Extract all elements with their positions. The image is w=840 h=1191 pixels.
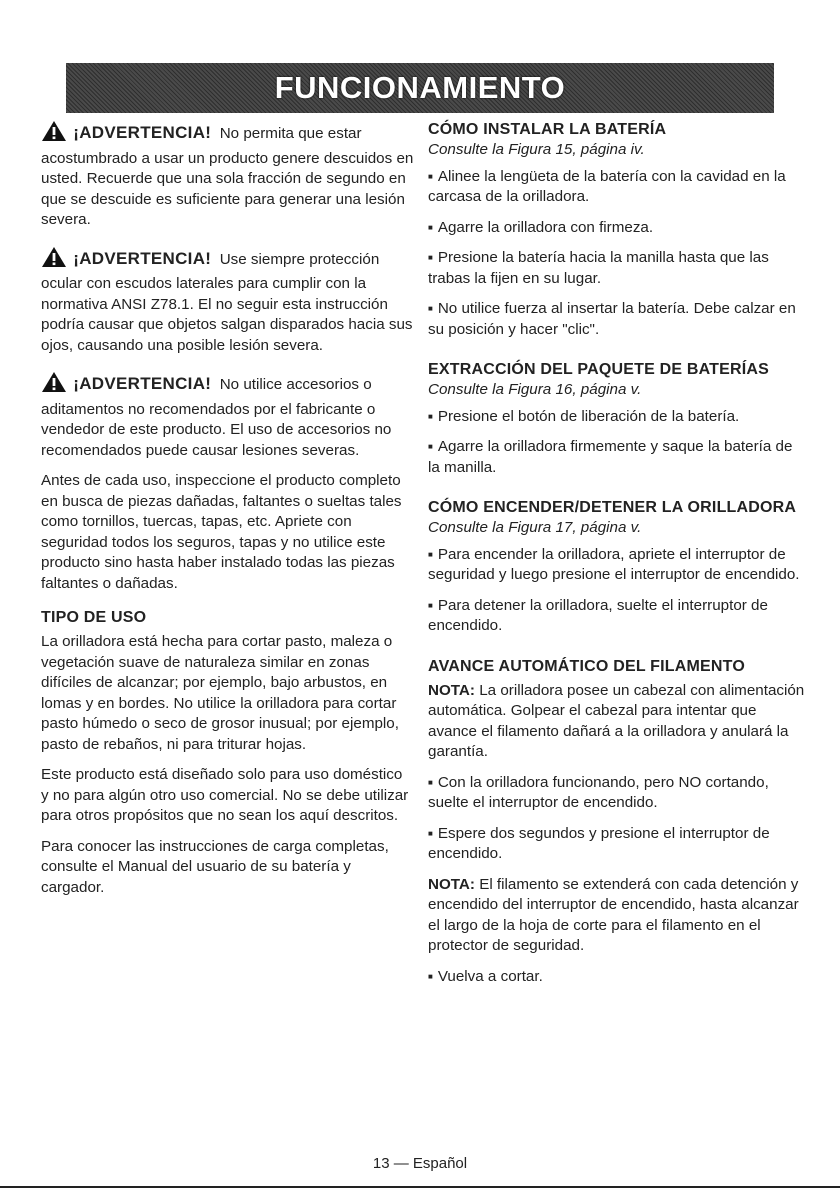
warning-triangle-icon	[41, 246, 67, 275]
warning-title: ¡ADVERTENCIA!	[73, 248, 212, 268]
list-item: ■ Agarre la orilladora firmemente y saque la batería de la manilla.	[428, 437, 808, 478]
note-label: NOTA:	[428, 681, 475, 699]
right-column	[428, 120, 808, 997]
list-item: ■ Presione la batería hacia la manilla hasta que las trabas la fijen en su lugar.	[428, 248, 808, 289]
list-item: ■ Alinee la lengüeta de la batería con la cavidad en la carcasa de la orilladora.	[428, 167, 808, 208]
list-item: ■ Con la orilladora funcionando, pero NO cortando, suelte el interruptor de encendido.	[428, 773, 808, 814]
warning-block	[41, 120, 414, 231]
warning-triangle-icon	[41, 120, 67, 149]
note-paragraph	[428, 681, 808, 763]
start-stop-heading: CÓMO ENCENDER/DETENER LA ORILLADORA	[428, 499, 797, 516]
list-item: ■ Vuelva a cortar.	[428, 967, 808, 988]
note-text: El filamento se extenderá con cada detención y encendido del interruptor de encendido, hasta alcanzar el largo de la hoja de corte para el filamento en el protector de seguridad.	[428, 875, 799, 954]
battery-removal-heading: EXTRACCIÓN DEL PAQUETE DE BATERÍAS	[428, 361, 770, 378]
warning-lead: No permita que	[219, 125, 324, 142]
warning-triangle-icon	[41, 371, 67, 400]
figure-reference: Consulte la Figura 16, página v.	[428, 381, 642, 398]
list-item: ■ No utilice fuerza al insertar la batería. Debe calzar en su posición y hacer "clic".	[428, 299, 808, 340]
note-label: NOTA:	[428, 875, 475, 893]
note-paragraph	[428, 875, 808, 957]
warning-body: o aditamentos no recomendados por el fabricante o vendedor de este producto. El uso de accesorios no recomendados puede causar lesiones severas.	[41, 376, 392, 459]
body-paragraph: Para conocer las instrucciones de carga completas, consulte el Manual del usuario de su batería y cargador.	[41, 837, 389, 896]
list-item: ■ Presione el botón de liberación de la batería.	[428, 407, 808, 428]
bottom-divider	[0, 1186, 840, 1188]
auto-feed-heading: AVANCE AUTOMÁTICO DEL FILAMENTO	[428, 657, 746, 675]
list-item: ■ Agarre la orilladora con firmeza.	[428, 218, 808, 239]
note-text: La orilladora posee un cabezal con alimentación automática. Golpear el cabezal para intentar que avance el filamento dañará a la orilladora y anulará la garantía.	[428, 681, 805, 760]
section-banner	[66, 63, 774, 113]
install-battery-heading: CÓMO INSTALAR LA BATERÍA	[428, 121, 667, 138]
body-paragraph: La orilladora está hecha para cortar pasto, maleza o vegetación suave de naturaleza similar en zonas difíciles de alcanzar; por ejemplo, bajo arbustos, en lomas y en bordes. No utilice la orilladora para cortar pasto húmedo o seco de grosor inusual; por ejemplo, pasto de rebaños, ni para triturar hojas.	[41, 633, 399, 753]
inspection-paragraph: Antes de cada uso, inspeccione el producto completo en busca de piezas dañadas, faltantes o sueltas tales como tornillos, tuercas, tapas, etc. Apriete con seguridad todos los seguros, tapas y no utilice este producto sino hasta haber instalado todas las piezas faltantes o dañadas.	[41, 472, 402, 592]
warning-lead: Use siempre	[219, 250, 305, 268]
warning-title: ¡ADVERTENCIA!	[73, 374, 212, 393]
list-item: ■ Para detener la orilladora, suelte el interruptor de encendido.	[428, 596, 808, 637]
section-title: FUNCIONAMIENTO	[274, 70, 566, 105]
warning-body: estar acostumbrado a usar un producto genere descuidos en usted. Recuerde que una sola fracción de segundo en que se descuide es suficiente para generar una lesión severa.	[41, 125, 414, 228]
warning-block	[41, 371, 414, 461]
warning-lead: No utilice accesorios	[219, 376, 359, 393]
left-column	[41, 120, 414, 908]
body-paragraph: Este producto está diseñado solo para uso doméstico y no para algún otro uso comercial. No se debe utilizar para otros propósitos que no sean los aquí descritos.	[41, 766, 409, 824]
warning-title: ¡ADVERTENCIA!	[73, 123, 212, 142]
list-item: ■ Para encender la orilladora, apriete el interruptor de seguridad y luego presione el interruptor de encendido.	[428, 545, 808, 586]
figure-reference: Consulte la Figura 17, página v.	[428, 519, 642, 536]
page-footer: 13 — Español	[372, 1155, 468, 1172]
tipo-de-uso-heading: TIPO DE USO	[41, 609, 147, 626]
list-item: ■ Espere dos segundos y presione el interruptor de encendido.	[428, 824, 808, 865]
warning-body: protección ocular con escudos laterales para cumplir con la normativa ANSI Z78.1. El no seguir esta instrucción podría causar que objetos salgan disparados hacia sus ojos, causando una posible lesión severa.	[41, 250, 413, 354]
figure-reference: Consulte la Figura 15, página iv.	[428, 141, 645, 158]
warning-block	[41, 246, 414, 357]
